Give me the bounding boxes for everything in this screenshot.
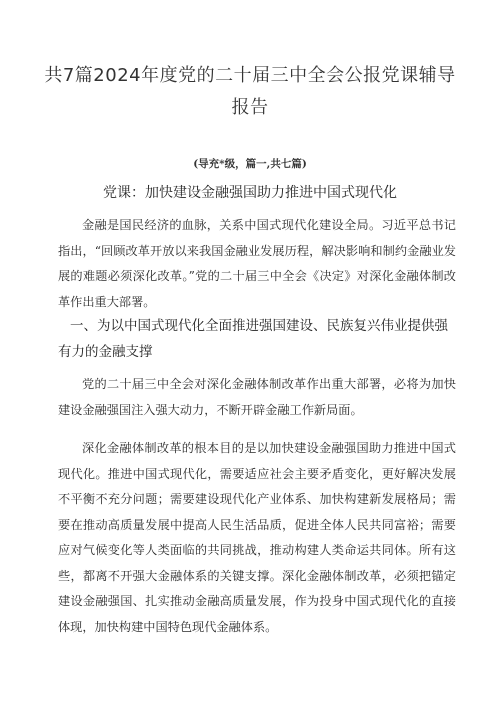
body-paragraph: 党的二十届三中全会对深化金融体制改革作出重大部署，必将为加快建设金融强国注入强大动力，不断开辟金融工作新局面。 <box>58 377 456 417</box>
lecture-heading: 党课：加快建设金融强国助力推进中国式现代化 <box>103 185 397 201</box>
body-paragraph: 深化金融体制改革的根本目的是以加快建设金融强国助力推进中国式现代化。推进中国式现代化，需要适应社会主要矛盾变化，更好解决发展不平衡不充分问题；需要建设现代化产业体系、加快构建新发展格局；需要在推动高质量发展中提高人民生活品质，促进全体人民共同富裕；需要应对气候变化等人类面临的共同挑战，推动构建人类命运共同体。所有这些，都离不开强大金融体系的关键支撑。深化金融体制改革，必须把锚定建设金融强国、扎实推动金融高质量发展，作为投身中国式现代化的直接体现，加快构建中国特色现代金融体系。 <box>58 441 456 634</box>
document-title: 共7篇2024年度党的二十届三中全会公报党课辅导报告 <box>44 65 456 118</box>
intro-paragraph: 金融是国民经济的血脉，关系中国式现代化建设全局。习近平总书记指出，“回顾改革开放以来我国金融业发展历程，解决影响和制约金融业发展的难题必须深化改革。”党的二十届三中全会《决定》对深化金融体制改革作出重大部署。 <box>58 218 456 309</box>
section-heading: 一、为以中国式现代化全面推进强国建设、民族复兴伟业提供强有力的金融支撑 <box>58 318 448 360</box>
document-subnote: (导充*级，篇一,共七篇) <box>193 158 307 170</box>
